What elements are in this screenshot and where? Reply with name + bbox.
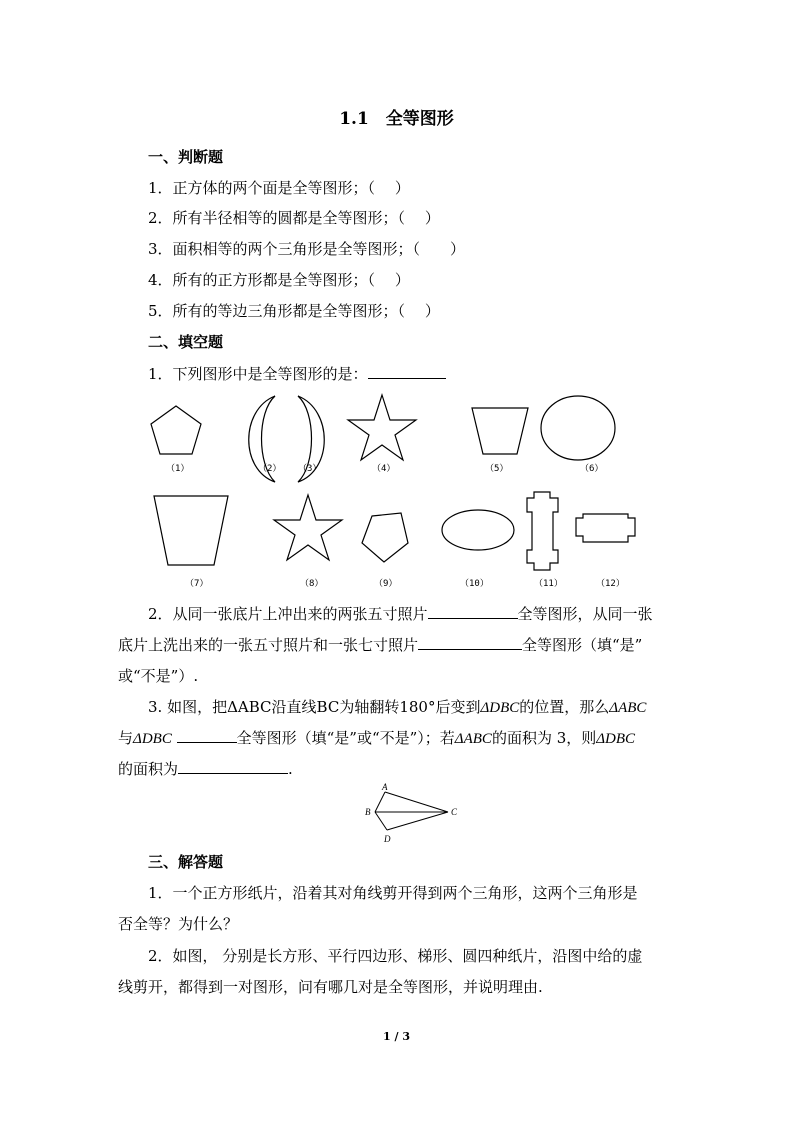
question-text: 2．如图， 分别是长方形、平行四边形、梯形、圆四种纸片，沿图中给的虚 (148, 947, 643, 965)
question-text (148, 603, 653, 624)
figure-label: （2） (258, 464, 282, 474)
answer-blank (178, 759, 288, 774)
trapezoid-shape (472, 408, 528, 454)
question-segment: . (288, 760, 293, 778)
question-segment: 与 (118, 729, 134, 747)
pentagon-shape (362, 513, 408, 562)
question-text: 5．所有的等边三角形都是全等图形；（ ） (148, 302, 440, 320)
triangle-notation: ΔDBC (480, 700, 520, 716)
answer-blank (177, 728, 237, 743)
question-text (118, 634, 642, 655)
vertex-label-b: B (365, 807, 371, 817)
section-heading-answer: 三、解答题 (148, 853, 224, 871)
triangle-notation: ΔABC (609, 700, 647, 716)
question-text: 或“不是”）. (118, 667, 199, 685)
question-text: 线剪开，都得到一对图形，问有哪几对是全等图形，并说明理由. (118, 978, 543, 996)
figure-label: （6） (580, 464, 604, 474)
section-heading-judgement: 一、判断题 (148, 148, 224, 166)
notched-shape (576, 514, 635, 542)
question-text: 1．一个正方形纸片，沿着其对角线剪开得到两个三角形，这两个三角形是 (148, 884, 638, 902)
trapezoid-shape (154, 496, 228, 565)
question-text (118, 758, 293, 779)
figure-label: （12） (596, 579, 625, 589)
question-segment: 的面积为 3，则 (491, 729, 597, 747)
question-text (118, 727, 635, 748)
ellipse-shape (541, 396, 615, 460)
page-number: 1 / 3 (383, 1030, 410, 1043)
question-segment: 的位置，那么 (519, 698, 610, 716)
figure-label: （1） (166, 464, 190, 474)
figure-label: （8） (300, 579, 324, 589)
question-segment: 全等图形（填“是”或“不是”）；若 (236, 729, 455, 747)
triangle-notation: ΔABC (227, 698, 272, 716)
triangle-notation: ΔDBC (133, 731, 172, 747)
ellipse-shape (442, 510, 514, 550)
question-text: 1．正方体的两个面是全等图形；（ ） (148, 179, 410, 197)
question-text: 4．所有的正方形都是全等图形；（ ） (148, 271, 410, 289)
question-segment: 的面积为 (118, 760, 179, 778)
triangle-diagram (360, 782, 470, 846)
vertex-label-d: D (384, 834, 391, 844)
question-prompt: 1．下列图形中是全等图形的是： (148, 365, 368, 383)
vertex-label-a: A (382, 782, 388, 792)
question-text: 3．面积相等的两个三角形是全等图形；（ ） (148, 240, 466, 258)
question-segment: 2．从同一张底片上冲出来的两张五寸照片 (148, 605, 428, 623)
question-text: 2．所有半径相等的圆都是全等图形；（ ） (148, 209, 440, 227)
figure-label: （7） (185, 579, 209, 589)
section-heading-fill-blank: 二、填空题 (148, 333, 224, 351)
question-segment: 底片上洗出来的一张五寸照片和一张七寸照片 (118, 636, 419, 654)
figure-label: （10） (460, 579, 489, 589)
figure-label: （11） (534, 579, 563, 589)
vertex-label-c: C (451, 807, 458, 817)
figure-label: （3） (298, 464, 322, 474)
notched-shape (527, 492, 558, 570)
question-segment: 全等图形，从同一张 (517, 605, 653, 623)
triangle-notation: ΔDBC (596, 731, 636, 747)
question-text: 否全等？为什么？ (118, 915, 239, 933)
question-segment: 全等图形（填“是” (522, 636, 643, 654)
star-shape (348, 395, 416, 460)
figure-label: （5） (485, 464, 509, 474)
question-segment: 沿直线BC为轴翻转180°后变到 (271, 698, 481, 716)
answer-blank (428, 604, 518, 619)
figure-label: （9） (374, 579, 398, 589)
figure-label: （4） (372, 464, 396, 474)
question-text (148, 696, 646, 717)
question-segment: 3. 如图，把 (148, 698, 228, 716)
star-shape (274, 495, 342, 560)
triangle-notation: ΔABC (454, 731, 492, 747)
answer-blank (418, 635, 522, 650)
pentagon-shape (151, 406, 201, 454)
page-title: 1.1 全等图形 (339, 109, 454, 129)
